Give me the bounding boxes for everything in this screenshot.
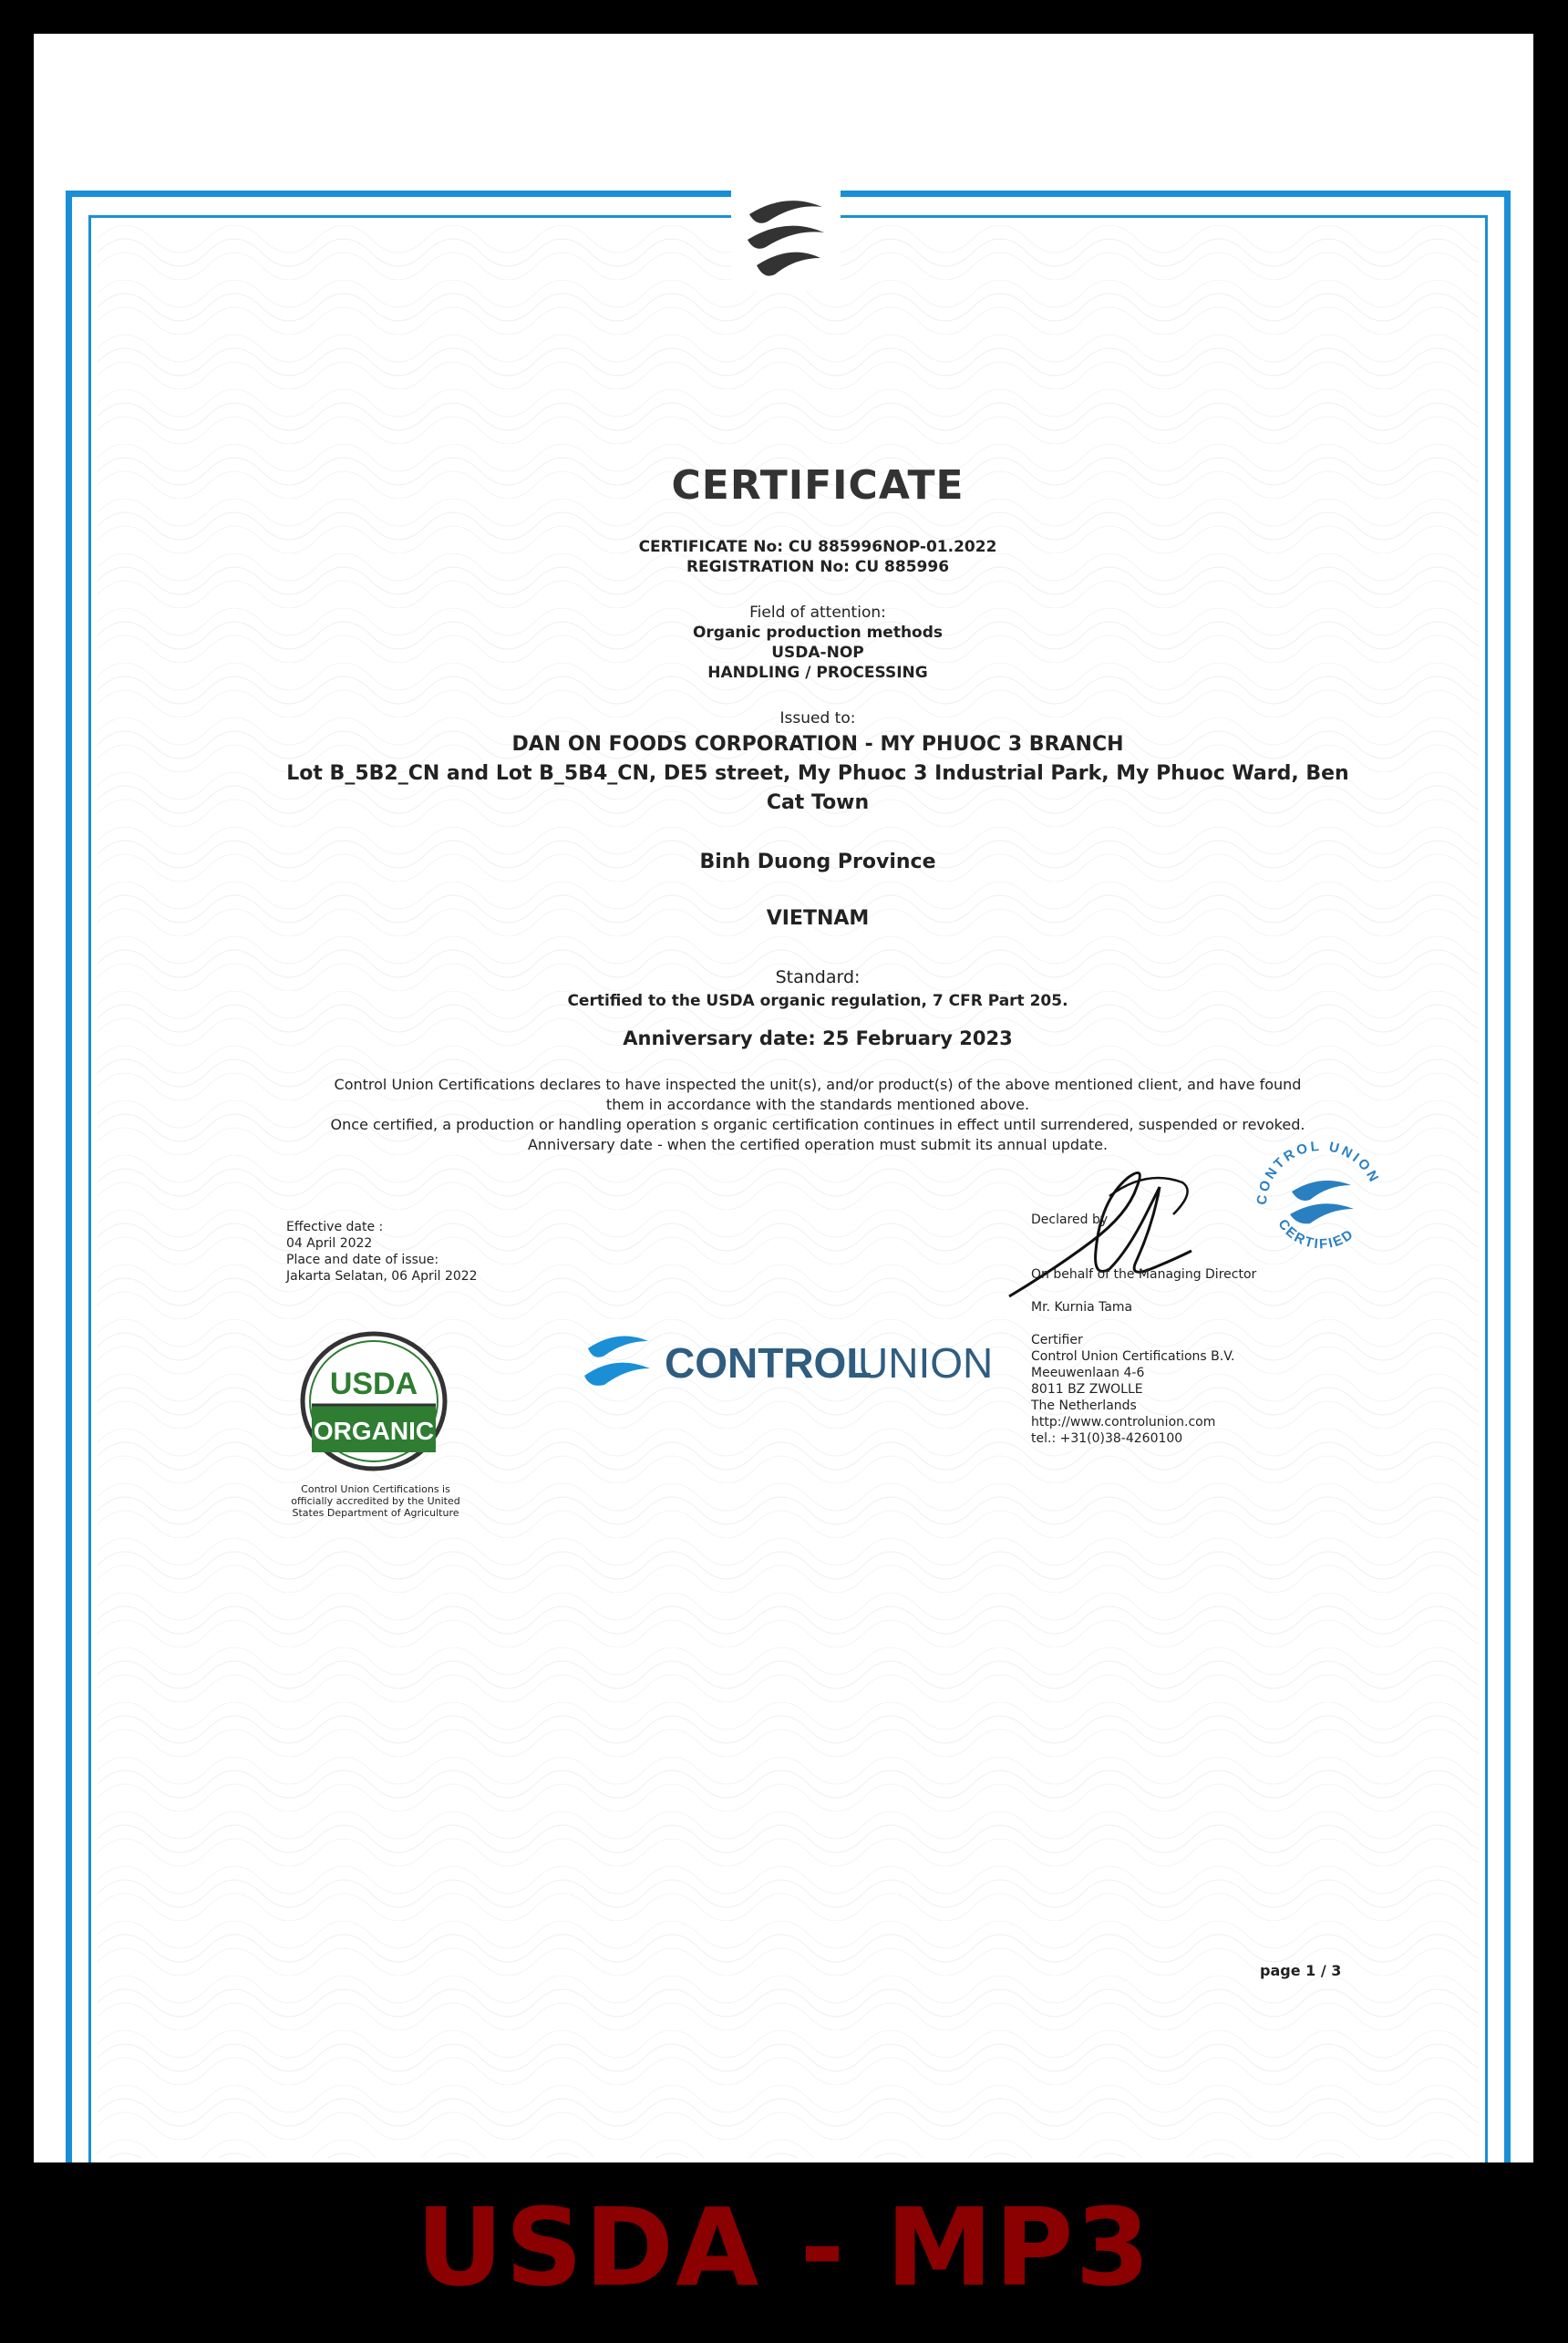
usda-caption-line: Control Union Certifications is: [301, 1483, 450, 1495]
field-label: Field of attention:: [749, 604, 886, 622]
place-label: Place and date of issue:: [286, 1253, 439, 1267]
certifier-line: 8011 BZ ZWOLLE: [1031, 1382, 1143, 1397]
on-behalf-text: On behalf of the Managing Director: [1031, 1267, 1257, 1282]
cu-wave-icon: [588, 1337, 648, 1357]
effective-label: Effective date :: [286, 1220, 384, 1234]
field-line: Organic production methods: [692, 624, 944, 642]
declaration-line: Control Union Certifications declares to have inspected the unit(s), and/or product(s) of the above mentioned client, and have found: [334, 1076, 1302, 1093]
declared-by-label: Declared by: [1031, 1213, 1109, 1227]
usda-caption-line: States Department of Agriculture: [292, 1507, 459, 1519]
effective-date: 04 April 2022: [286, 1236, 373, 1251]
signatory-name: Mr. Kurnia Tama: [1031, 1300, 1133, 1315]
usda-organic-seal-icon: [292, 1328, 456, 1474]
place-date: Jakarta Selatan, 06 April 2022: [286, 1269, 478, 1284]
issued-label: Issued to:: [779, 709, 856, 728]
control-union-certified-stamp: [1246, 1123, 1397, 1274]
control-union-logo: [577, 1321, 1033, 1403]
seal-bottom-text: CERTIFIED: [1274, 1216, 1357, 1253]
usda-caption: [280, 1483, 471, 1519]
company-address: Cat Town: [766, 791, 870, 814]
declaration-line: Anniversary date - when the certified operation must submit its annual update.: [527, 1136, 1109, 1153]
standard-text: Certified to the USDA organic regulation, 7 CFR Part 205.: [567, 992, 1068, 1010]
cu-logo-light: UNION: [858, 1339, 994, 1387]
certificate-page: [34, 34, 1533, 2162]
company-name: DAN ON FOODS CORPORATION - MY PHUOC 3 BRANCH: [511, 733, 1124, 756]
seal-top-text: CONTROL UNION: [1253, 1138, 1383, 1206]
page-number: page 1 / 3: [1260, 1962, 1342, 1979]
country: VIETNAM: [766, 907, 870, 930]
company-address: Lot B_5B2_CN and Lot B_5B4_CN, DE5 street, My Phuoc 3 Industrial Park, My Phuoc Ward, Ben: [286, 762, 1349, 785]
usda-text: USDA: [329, 1367, 418, 1401]
certifier-block: [1031, 1332, 1234, 1447]
anniversary-date: Anniversary date: 25 February 2023: [623, 1027, 1013, 1049]
certifier-line: Meeuwenlaan 4-6: [1031, 1366, 1145, 1380]
certificate-title: CERTIFICATE: [671, 462, 965, 509]
standard-label: Standard:: [775, 967, 861, 987]
certificate-number: CERTIFICATE No: CU 885996NOP-01.2022: [638, 538, 997, 556]
effective-info: [286, 1219, 478, 1285]
certifier-line: Control Union Certifications B.V.: [1031, 1349, 1235, 1364]
declaration-line: them in accordance with the standards mentioned above.: [605, 1096, 1030, 1113]
handwritten-signature: [1000, 1160, 1237, 1306]
control-union-emblem-icon: [740, 187, 831, 287]
registration-number: REGISTRATION No: CU 885996: [686, 558, 950, 576]
usda-caption-line: officially accredited by the United: [291, 1495, 460, 1507]
certifier-line: Certifier: [1031, 1333, 1083, 1347]
field-line: HANDLING / PROCESSING: [707, 664, 928, 682]
cu-logo-bold: CONTROL: [665, 1339, 872, 1387]
declaration-line: Once certified, a production or handling operation s organic certification continues in effect until surrendered, suspended or revoked.: [330, 1116, 1305, 1133]
province: Binh Duong Province: [699, 851, 936, 873]
certifier-phone: tel.: +31(0)38-4260100: [1031, 1431, 1183, 1446]
footer-title: USDA - MP3: [416, 2184, 1152, 2310]
field-line: USDA-NOP: [771, 644, 864, 662]
certifier-line: The Netherlands: [1031, 1399, 1137, 1413]
organic-text: ORGANIC: [313, 1417, 435, 1445]
certifier-url: http://www.controlunion.com: [1031, 1415, 1216, 1430]
